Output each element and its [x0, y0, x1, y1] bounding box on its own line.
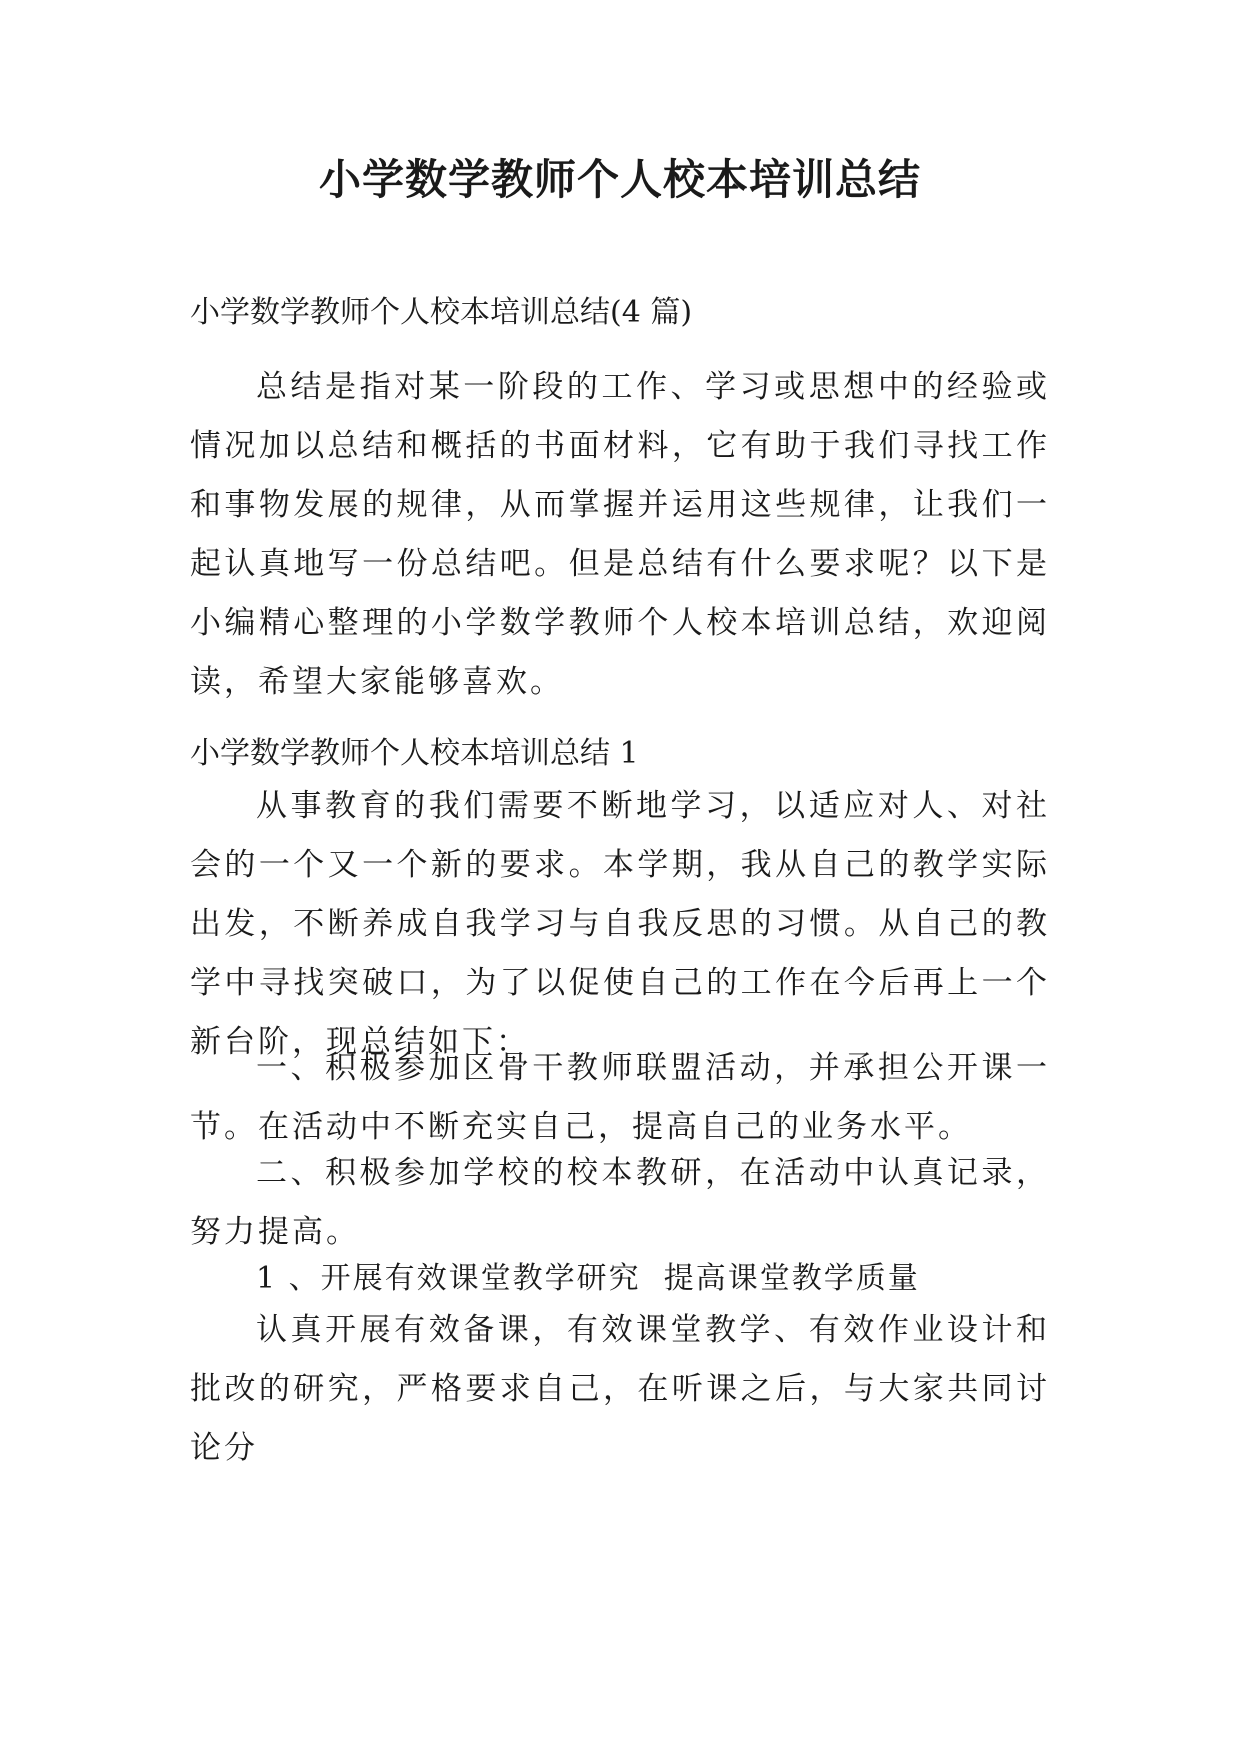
body-paragraph-3: 二、积极参加学校的校本教研，在活动中认真记录，努力提高。 — [190, 1155, 1050, 1250]
body-paragraph-2: 一、积极参加区骨干教师联盟活动，并承担公开课一节。在活动中不断充实自己，提高自己的业务水平。 — [190, 1050, 1050, 1145]
document-title: 小学数学教师个人校本培训总结 — [318, 155, 921, 204]
sub-heading-1: 1 、开展有效课堂教学研究 提高课堂教学质量 — [256, 1261, 920, 1296]
document-subtitle: 小学数学教师个人校本培训总结(4 篇) — [190, 295, 693, 330]
body-paragraph-1: 从事教育的我们需要不断地学习，以适应对人、对社会的一个又一个新的要求。本学期，我从自己的教学实际出发，不断养成自我学习与自我反思的习惯。从自己的教学中寻找突破口，为了以促使自己的工作在今后再上一个新台阶，现总结如下： — [190, 788, 1050, 1060]
intro-paragraph: 总结是指对某一阶段的工作、学习或思想中的经验或情况加以总结和概括的书面材料，它有助于我们寻找工作和事物发展的规律，从而掌握并运用这些规律，让我们一起认真地写一份总结吧。但是总结有什么要求呢？以下是小编精心整理的小学数学教师个人校本培训总结，欢迎阅读，希望大家能够喜欢。 — [190, 369, 1050, 700]
section-heading: 小学数学教师个人校本培训总结 1 — [190, 736, 639, 771]
body-paragraph-4: 认真开展有效备课，有效课堂教学、有效作业设计和批改的研究，严格要求自己，在听课之后，与大家共同讨论分 — [190, 1312, 1050, 1466]
document-page — [190, 0, 1050, 1754]
